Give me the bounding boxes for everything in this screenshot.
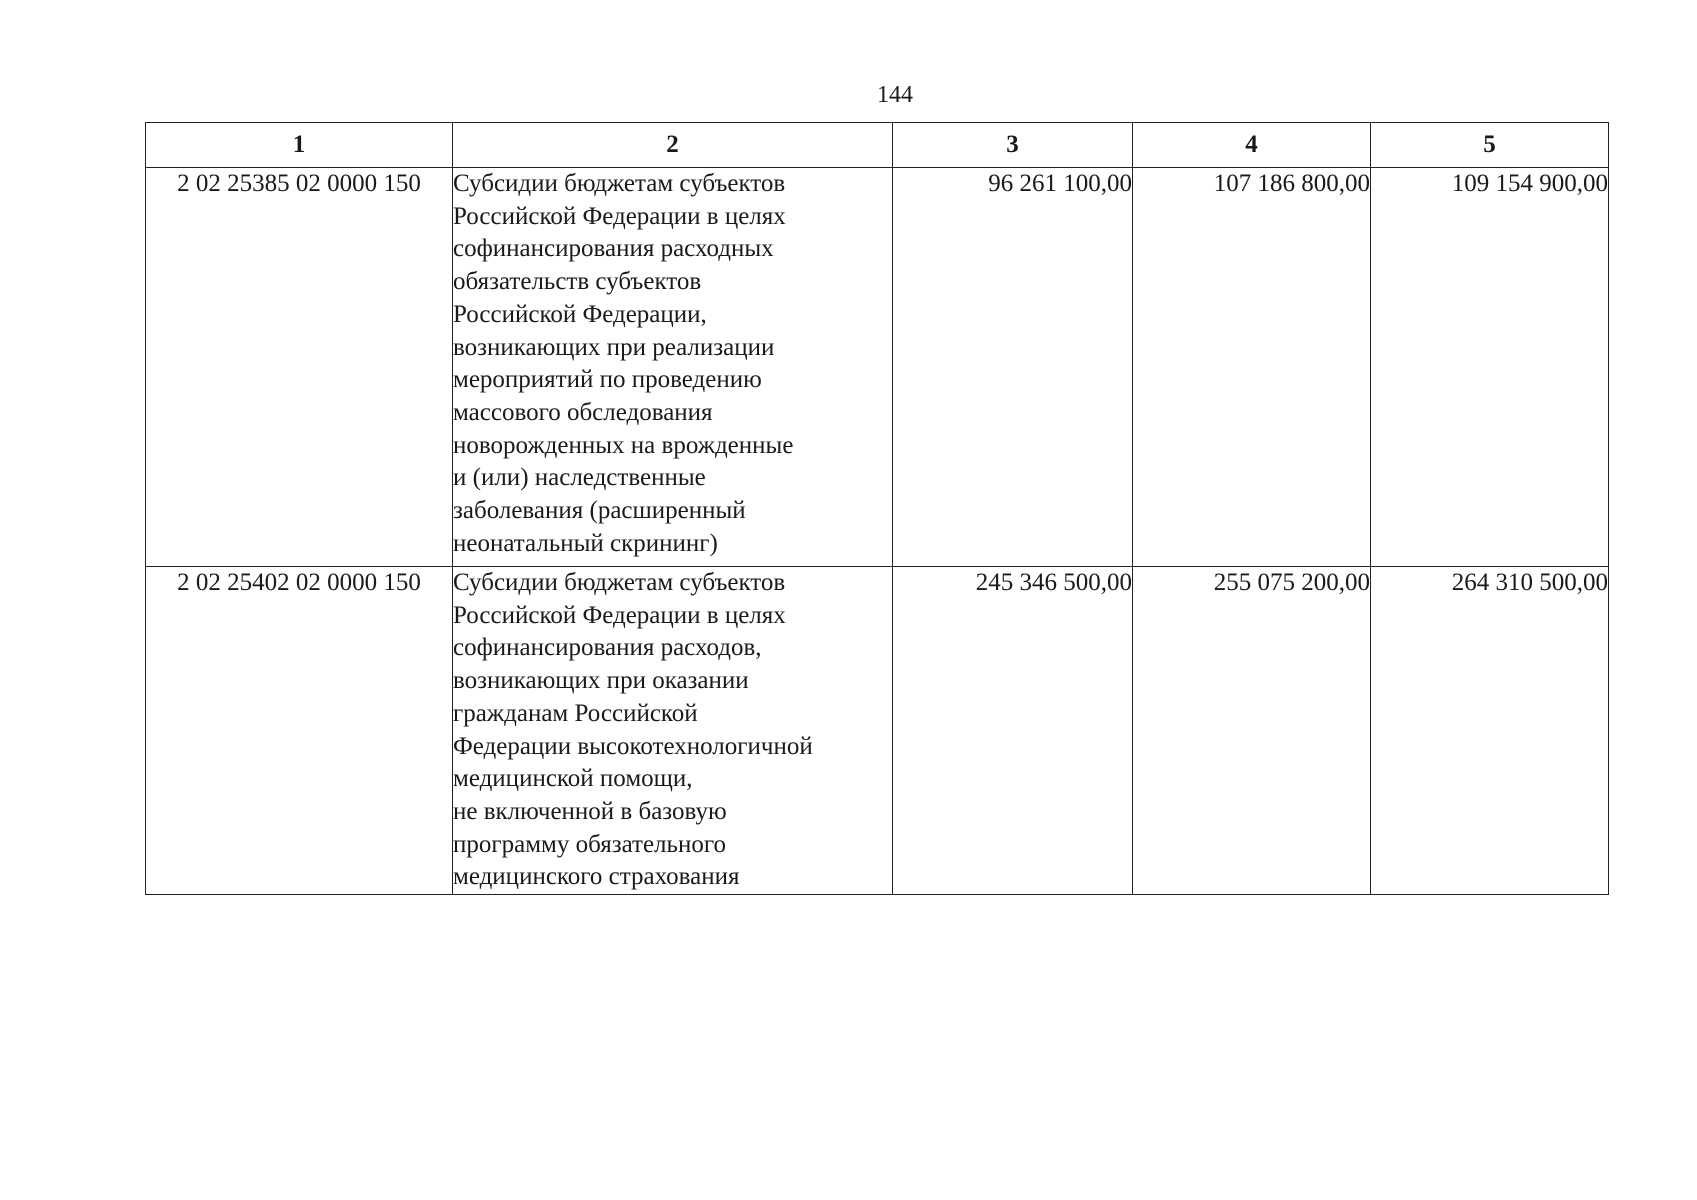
budget-code-cell: 2 02 25385 02 0000 150 <box>146 168 453 567</box>
description-line: Федерации высокотехнологичной <box>453 732 813 760</box>
budget-code-cell: 2 02 25402 02 0000 150 <box>146 567 453 895</box>
description-line: заболевания (расширенный <box>453 497 746 525</box>
amount-cell-col4: 107 186 800,00 <box>1133 168 1371 567</box>
page-number: 144 <box>877 82 913 108</box>
table-row <box>146 567 1609 895</box>
description-line: Субсидии бюджетам субъектов <box>453 170 786 197</box>
description-line: софинансирования расходных <box>453 235 774 263</box>
description-line: Российской Федерации в целях <box>453 601 786 629</box>
column-header-4: 4 <box>1133 123 1371 168</box>
description-line: софинансирования расходов, <box>453 634 762 662</box>
amount-cell-col5: 264 310 500,00 <box>1371 567 1609 895</box>
description-line: не включенной в базовую <box>453 797 727 825</box>
description-line: обязательств субъектов <box>453 268 702 296</box>
description-line: возникающих при реализации <box>453 333 775 361</box>
description-line: мероприятий по проведению <box>453 366 762 394</box>
amount-cell-col5: 109 154 900,00 <box>1371 168 1609 567</box>
budget-table <box>145 122 1609 895</box>
description-line: возникающих при оказании <box>453 667 749 695</box>
description-line: массового обследования <box>453 398 713 426</box>
column-header-1: 1 <box>146 123 453 168</box>
amount-cell-col3: 245 346 500,00 <box>893 567 1133 895</box>
column-header-2: 2 <box>453 123 893 168</box>
description-line: Субсидии бюджетам субъектов <box>453 569 786 596</box>
description-line: медицинского страхования <box>453 863 740 891</box>
amount-cell-col3: 96 261 100,00 <box>893 168 1133 567</box>
table-header-row <box>146 123 1609 168</box>
description-line: медицинской помощи, <box>453 765 693 793</box>
description-line: гражданам Российской <box>453 699 698 727</box>
amount-cell-col4: 255 075 200,00 <box>1133 567 1371 895</box>
description-line: новорожденных на врожденные <box>453 431 794 459</box>
description-cell <box>453 567 893 895</box>
column-header-5: 5 <box>1371 123 1609 168</box>
column-header-3: 3 <box>893 123 1133 168</box>
description-line: и (или) наследственные <box>453 464 706 492</box>
description-line: Российской Федерации, <box>453 300 707 328</box>
description-line: неонатальный скрининг) <box>453 529 718 557</box>
description-line: Российской Федерации в целях <box>453 202 786 230</box>
description-line: программу обязательного <box>453 830 726 858</box>
table-row <box>146 168 1609 567</box>
description-cell <box>453 168 893 567</box>
